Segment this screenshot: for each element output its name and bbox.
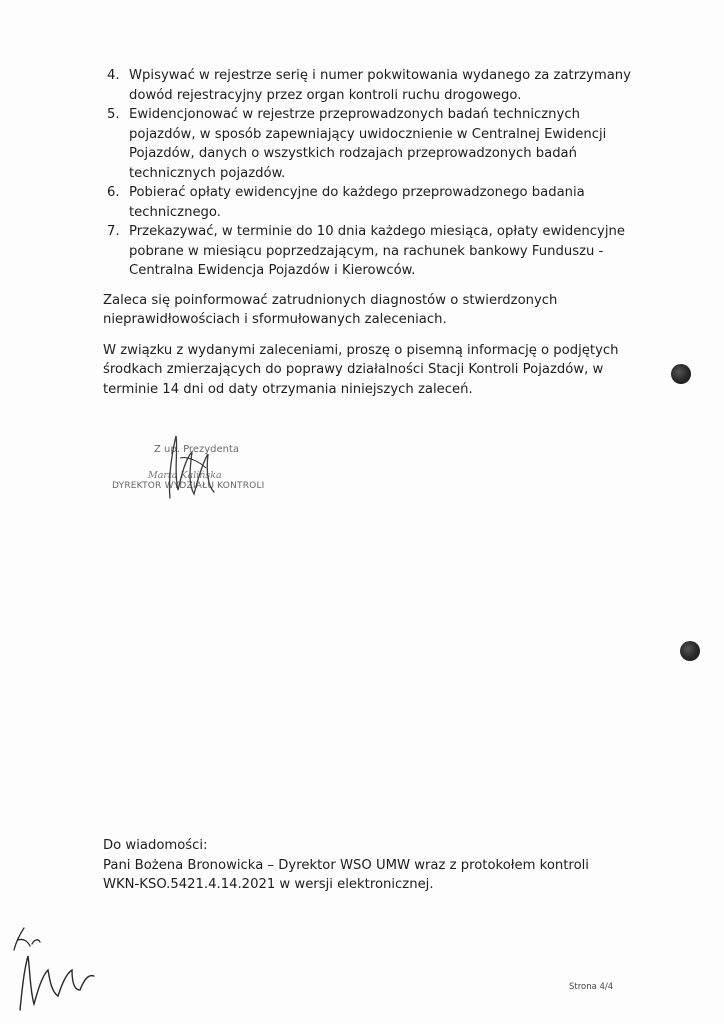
stamp-authorization-line: Z up. Prezydenta <box>154 444 240 455</box>
list-item-number: 4. <box>107 68 120 83</box>
handwritten-initials <box>8 920 118 1020</box>
punch-hole <box>680 641 700 661</box>
list-item-number: 5. <box>107 107 120 122</box>
distribution-line: WKN-KSO.5421.4.14.2021 w wersji elektronicznej. <box>103 877 434 892</box>
distribution-line: Pani Bożena Bronowicka – Dyrektor WSO UMW wraz z protokołem kontroli <box>103 857 589 873</box>
list-item-text: Wpisywać w rejestrze serię i numer pokwitowania wydanego za zatrzymany dowód rejestracyjny przez organ kontroli ruchu drogowego. <box>129 68 631 103</box>
distribution-heading: Do wiadomości: <box>103 838 208 853</box>
paragraph-written-information: W związku z wydanymi zaleceniami, proszę o pisemną informację o podjętych środkach zmierzających do poprawy działalności Stacji Kontroli Pojazdów, w terminie 14 dni od daty otrzymania niniejszych zaleceń. <box>103 342 619 397</box>
list-item-text: Ewidencjonować w rejestrze przeprowadzonych badań technicznych pojazdów, w sposób zapewniający uwidocznienie w Centralnej Ewidencji Pojazdów, danych o wszystkich rodzajach przeprowadzonych badań technicznych pojazdów. <box>129 107 607 181</box>
list-item <box>103 222 633 281</box>
document-body <box>103 66 633 399</box>
signature-stamp <box>108 428 308 508</box>
list-item <box>103 183 633 222</box>
list-item-number: 7. <box>107 224 120 239</box>
list-item <box>103 105 633 183</box>
list-item-text: Pobierać opłaty ewidencyjne do każdego przeprowadzonego badania technicznego. <box>129 185 585 220</box>
distribution-list <box>103 836 663 895</box>
handwritten-signature <box>108 428 308 508</box>
punch-hole <box>671 364 691 384</box>
list-item-number: 6. <box>107 185 120 200</box>
recommendation-list <box>103 66 633 281</box>
list-item-text: Przekazywać, w terminie do 10 dnia każdego miesiąca, opłaty ewidencyjne pobrane w miesiącu poprzedzającym, na rachunek bankowy Funduszu - Centralna Ewidencja Pojazdów i Kierowców. <box>129 224 625 278</box>
stamp-signatory-name: Marta Kalińska <box>148 470 222 481</box>
page-number: Strona 4/4 <box>569 982 614 992</box>
stamp-title: DYREKTOR WYDZIAŁU KONTROLI <box>112 481 265 491</box>
list-item <box>103 66 633 105</box>
paragraph-inform-diagnosticians: Zaleca się poinformować zatrudnionych diagnostów o stwierdzonych nieprawidłowościach i sformułowanych zaleceniach. <box>103 292 558 327</box>
